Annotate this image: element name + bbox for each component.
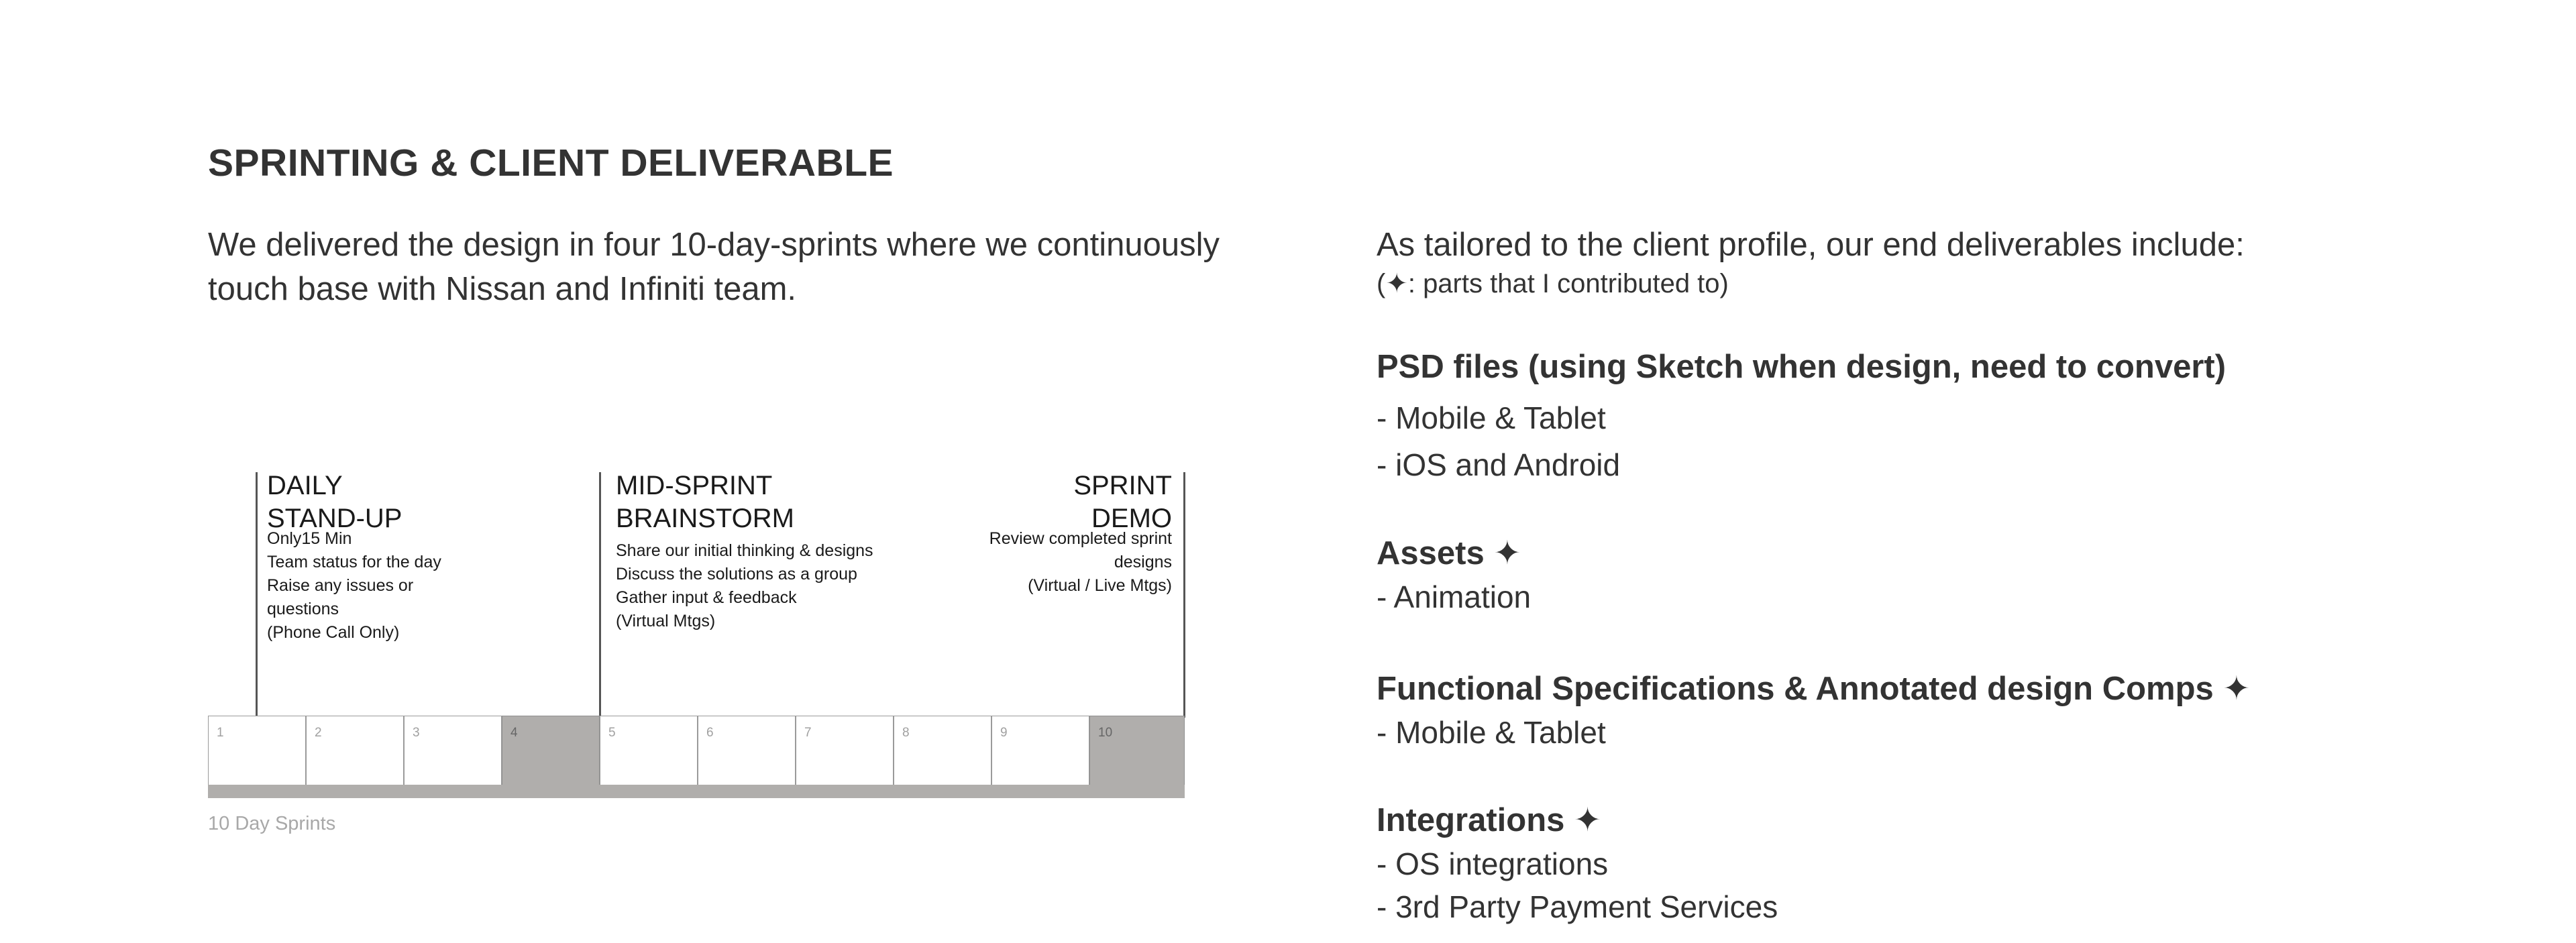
day-cell-1 — [208, 716, 306, 787]
deliverables-intro: As tailored to the client profile, our end deliverables include: — [1377, 227, 2245, 263]
section-item: - Mobile & Tablet — [1377, 715, 1606, 750]
day-number: 5 — [608, 726, 616, 740]
phase-desc-line: designs — [1114, 553, 1172, 571]
phase-title — [267, 469, 441, 535]
deliverable-section-psd — [1377, 345, 2517, 488]
section-heading: Functional Specifications & Annotated design Comps ✦ — [1377, 671, 2251, 707]
diagram-caption: 10 Day Sprints — [208, 813, 336, 834]
section-heading: Assets ✦ — [1377, 535, 1521, 571]
phase-desc-line: (Phone Call Only) — [267, 623, 400, 642]
phase-desc-line: Team status for the day — [267, 553, 441, 571]
day-cell-7 — [796, 716, 894, 787]
phase-desc-line: Discuss the solutions as a group — [616, 565, 857, 584]
phase-mid-sprint-brainstorm — [616, 469, 873, 633]
phase-line-demo — [1183, 472, 1185, 718]
phase-description — [616, 539, 873, 633]
intro-paragraph: We delivered the design in four 10-day-sprints where we continuously touch base with Nissan and Infiniti team. — [208, 227, 1220, 307]
day-number: 3 — [413, 726, 420, 740]
day-cell-5 — [600, 716, 698, 787]
phase-desc-line: Only15 Min — [267, 529, 352, 548]
phase-desc-line: Gather input & feedback — [616, 588, 797, 607]
phase-description — [267, 527, 441, 645]
day-number: 4 — [511, 726, 518, 740]
day-number: 8 — [902, 726, 910, 740]
contribution-note: (✦: parts that I contributed to) — [1377, 269, 1729, 298]
phase-daily-standup — [267, 469, 441, 645]
day-cell-6 — [698, 716, 796, 787]
phase-desc-line: questions — [267, 600, 339, 618]
section-item: - iOS and Android — [1377, 447, 1621, 482]
section-heading: PSD files (using Sketch when design, need to convert) — [1377, 349, 2226, 385]
phase-title-line: SPRINT — [1073, 471, 1172, 500]
phase-desc-line: (Virtual Mtgs) — [616, 612, 716, 630]
phase-desc-line: Raise any issues or — [267, 576, 414, 595]
day-number: 1 — [217, 726, 224, 740]
phase-description — [989, 527, 1172, 598]
phase-desc-line: (Virtual / Live Mtgs) — [1028, 576, 1172, 595]
phase-title — [989, 469, 1172, 535]
day-number: 6 — [706, 726, 714, 740]
deliverables-column — [1377, 223, 2517, 928]
deliverable-section-assets — [1377, 531, 2517, 618]
phase-title-line: DEMO — [1091, 504, 1172, 533]
section-heading: Integrations ✦ — [1377, 802, 1602, 838]
day-cell-8 — [894, 716, 991, 787]
phase-desc-line: Review completed sprint — [989, 529, 1172, 548]
day-cell-9 — [991, 716, 1089, 787]
day-number: 2 — [315, 726, 322, 740]
deliverable-section-integrations — [1377, 798, 2517, 928]
phase-desc-line: Share our initial thinking & designs — [616, 541, 873, 560]
phase-title-line: STAND-UP — [267, 504, 402, 533]
phase-title — [616, 469, 873, 535]
sprint-band — [208, 785, 1185, 798]
phase-title-line: BRAINSTORM — [616, 504, 794, 533]
section-item: - OS integrations — [1377, 846, 1609, 881]
day-cell-3 — [404, 716, 502, 787]
page-title: SPRINTING & CLIENT DELIVERABLE — [208, 142, 894, 184]
section-item: - Animation — [1377, 579, 1532, 614]
day-number: 9 — [1000, 726, 1008, 740]
day-number: 7 — [804, 726, 812, 740]
section-item: - Mobile & Tablet — [1377, 400, 1606, 435]
phase-title-line: MID-SPRINT — [616, 471, 773, 500]
phase-sprint-demo — [989, 469, 1172, 598]
day-cell-2 — [306, 716, 404, 787]
deliverable-section-specs — [1377, 667, 2517, 754]
section-item: - 3rd Party Payment Services — [1377, 889, 1778, 924]
phase-title-line: DAILY — [267, 471, 343, 500]
day-number: 10 — [1098, 726, 1113, 740]
phase-line-mid — [599, 472, 601, 718]
